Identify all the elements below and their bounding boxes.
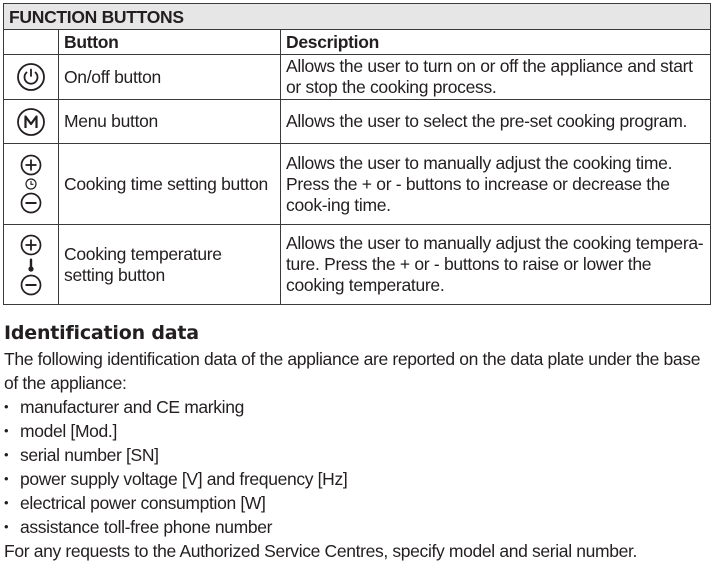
button-description: Allows the user to select the pre-set cooking program. <box>281 100 711 144</box>
table-title: FUNCTION BUTTONS <box>4 4 711 30</box>
list-item: • power supply voltage [V] and frequency [Hz] <box>4 467 347 491</box>
identification-list <box>4 395 347 539</box>
list-item: • serial number [SN] <box>4 443 347 467</box>
button-description: Allows the user to manually adjust the cooking time. Press the + or - buttons to increase or decrease the cook-ing time. <box>281 144 711 225</box>
button-name: On/off button <box>59 55 281 100</box>
button-name: Cooking time setting button <box>59 144 281 225</box>
column-header-description: Description <box>281 30 711 55</box>
thermometer-icon <box>27 258 35 272</box>
minus-circle-icon <box>20 274 42 296</box>
button-description: Allows the user to turn on or off the appliance and start or stop the cooking process. <box>281 55 711 100</box>
column-header-icon <box>4 30 59 55</box>
table-row <box>4 144 711 225</box>
table-row <box>4 55 711 100</box>
clock-icon <box>25 178 37 190</box>
button-description: Allows the user to manually adjust the cooking tempera-ture. Press the + or - buttons to raise or lower the cooking temperature. <box>281 225 711 305</box>
plus-circle-icon <box>20 154 42 176</box>
list-item: • assistance toll-free phone number <box>4 515 347 539</box>
function-buttons-table <box>3 3 711 305</box>
table-row <box>4 100 711 144</box>
button-name: Menu button <box>59 100 281 144</box>
section-title: Identification data <box>4 322 199 344</box>
power-icon <box>16 62 46 92</box>
menu-m-icon <box>16 107 46 137</box>
intro-paragraph: The following identification data of the appliance are reported on the data plate under the base of the appliance: <box>4 349 701 393</box>
column-header-button: Button <box>59 30 281 55</box>
outro-paragraph: For any requests to the Authorized Service Centres, specify model and serial number. <box>4 541 638 561</box>
minus-circle-icon <box>20 192 42 214</box>
table-row <box>4 225 711 305</box>
plus-circle-icon <box>20 234 42 256</box>
list-item: • manufacturer and CE marking <box>4 395 347 419</box>
list-item: • model [Mod.] <box>4 419 347 443</box>
button-name: Cooking temperature setting button <box>59 225 281 305</box>
list-item: • electrical power consumption [W] <box>4 491 347 515</box>
